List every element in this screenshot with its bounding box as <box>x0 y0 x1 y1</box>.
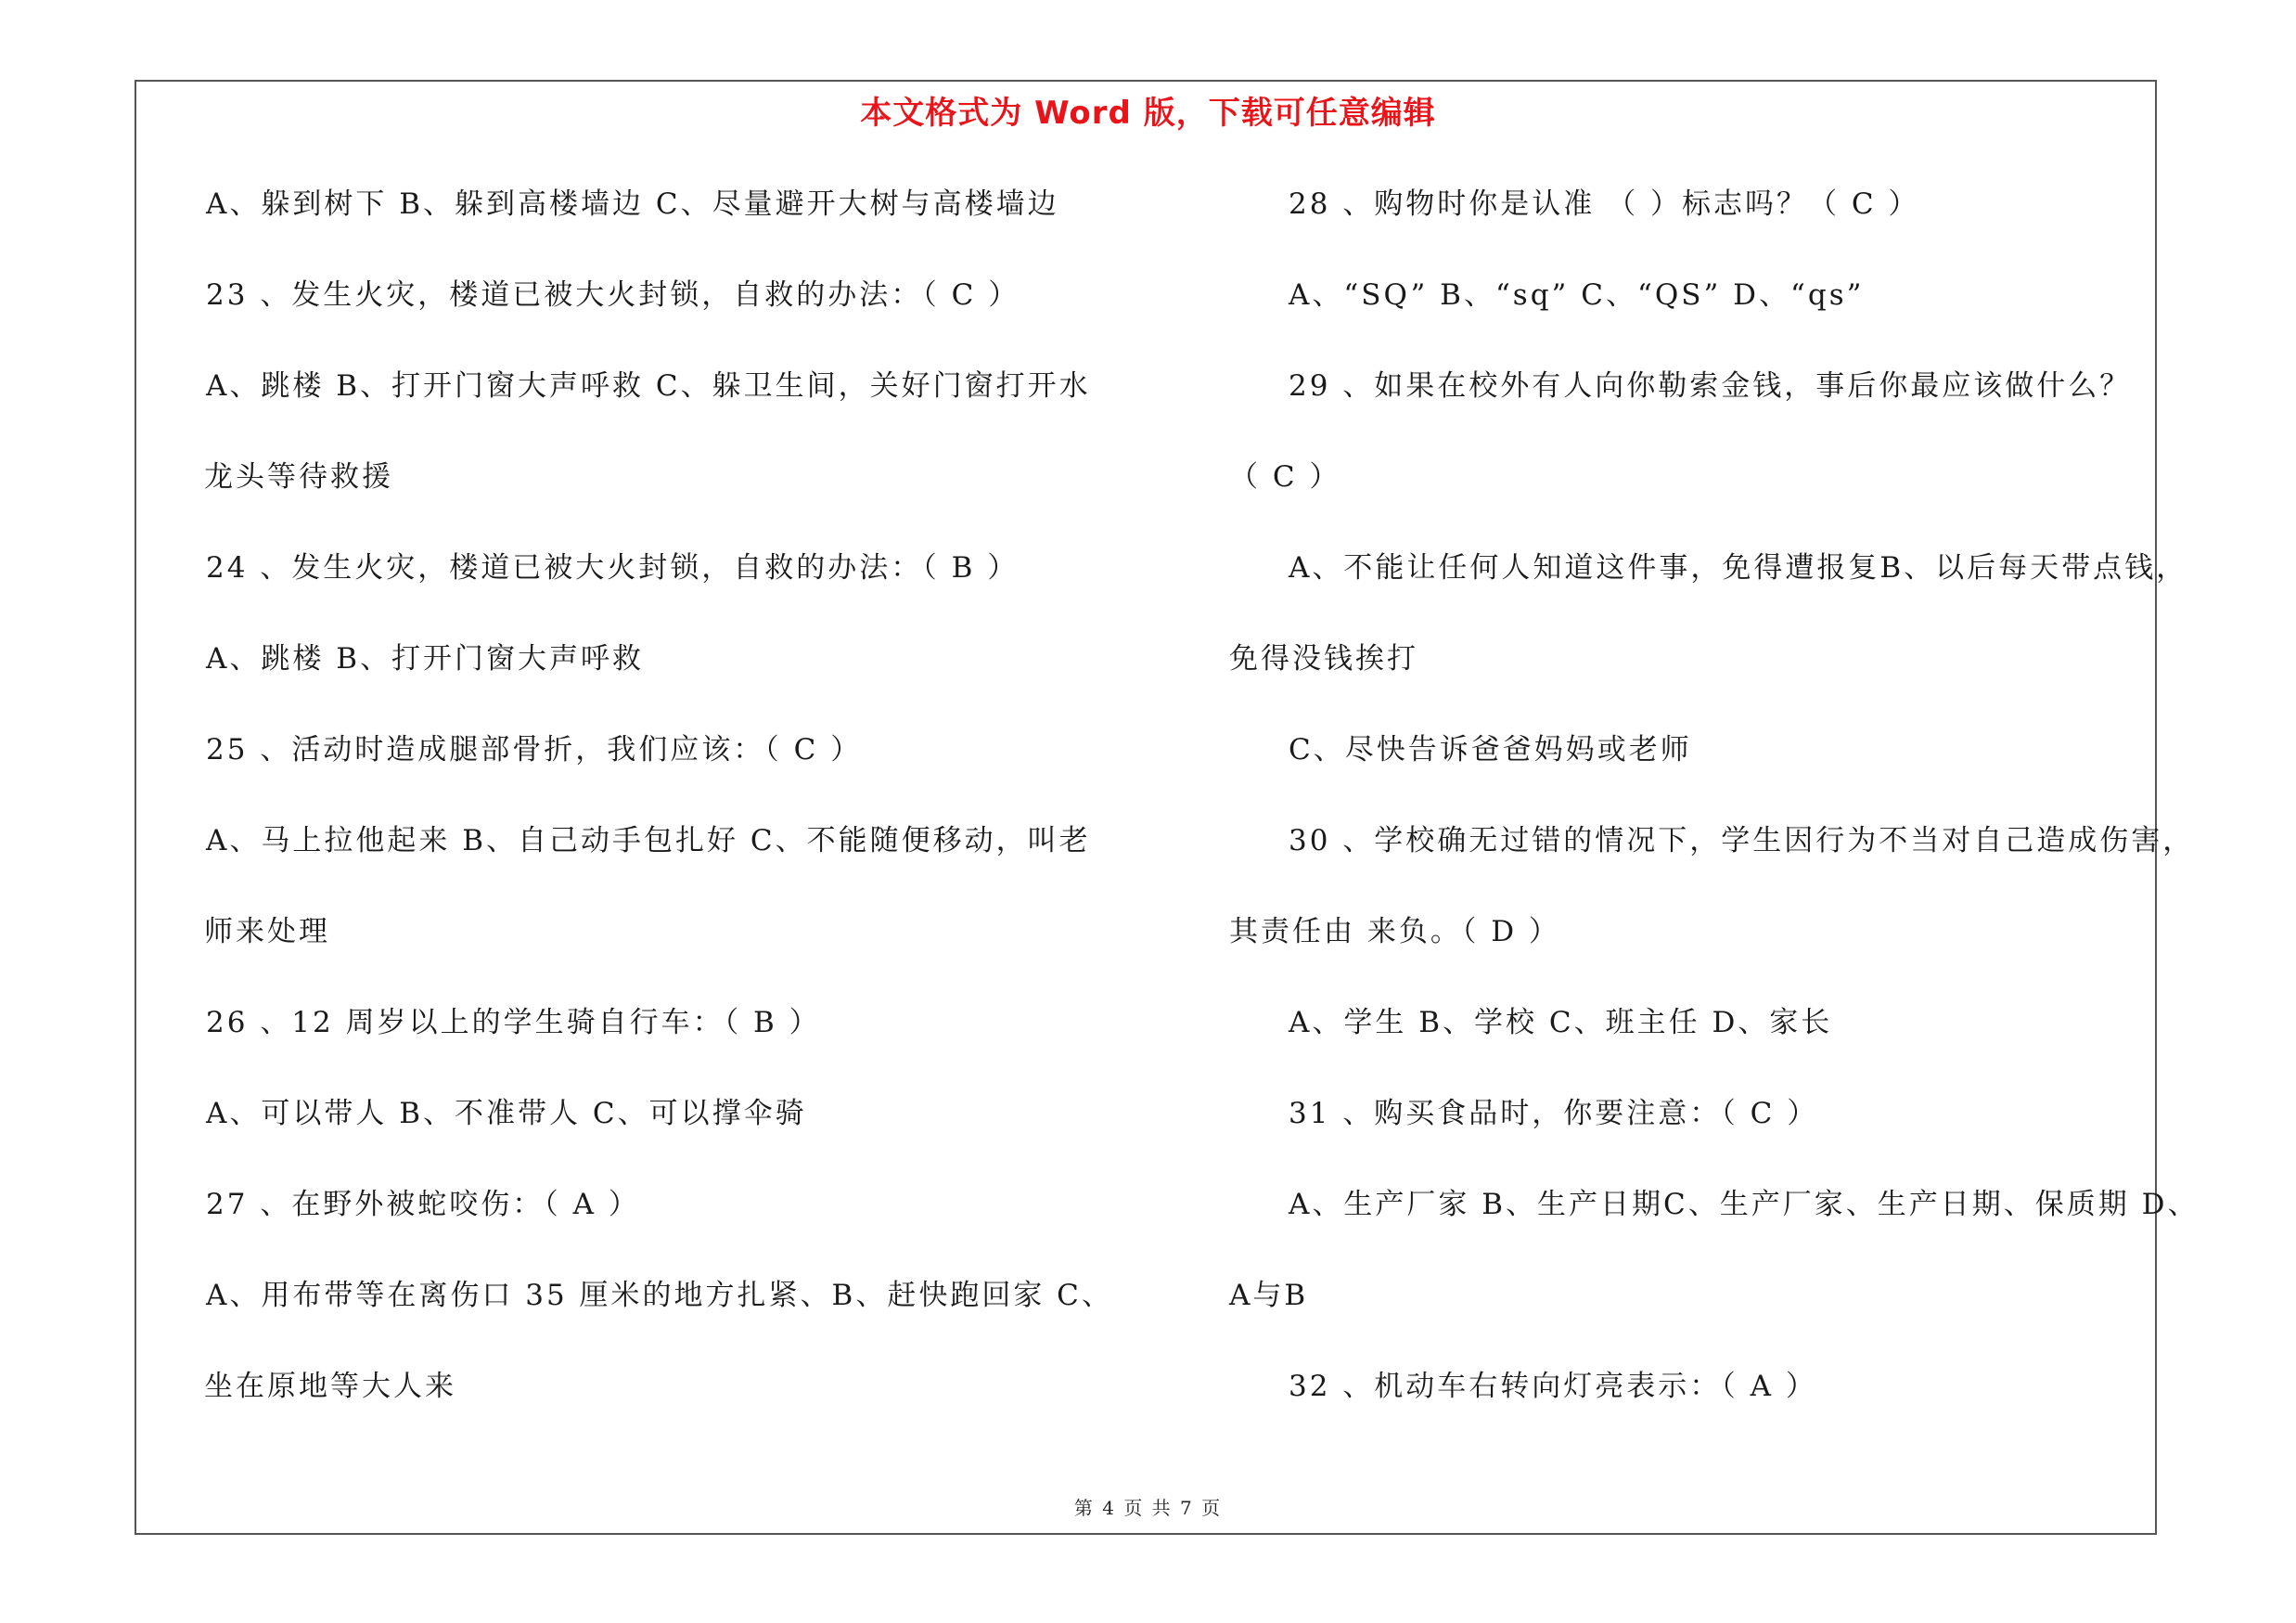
text-line: A、跳楼 B、打开门窗大声呼救 C、躲卫生间，关好门窗打开水 <box>206 369 1091 403</box>
text-line-continuation: 免得没钱挨打 <box>1229 642 1418 676</box>
text-line: A、学生 B、学校 C、班主任 D、家长 <box>1289 1006 1833 1039</box>
text-line: A、跳楼 B、打开门窗大声呼救 <box>206 642 645 676</box>
text-line: A、马上拉他起来 B、自己动手包扎好 C、不能随便移动，叫老 <box>206 824 1091 857</box>
question-line: 25 、活动时造成腿部骨折，我们应该：（ C ） <box>206 733 863 766</box>
text-line: A、用布带等在离伤口 35 厘米的地方扎紧、B、赶快跑回家 C、 <box>206 1279 1113 1312</box>
text-line: A、“SQ” B、“sq” C、“QS” D、“qs” <box>1289 278 1865 312</box>
question-line: 23 、发生火灾，楼道已被大火封锁，自救的办法：（ C ） <box>206 278 1020 312</box>
question-line: 32 、机动车右转向灯亮表示：（ A ） <box>1289 1370 1817 1403</box>
text-line: C、尽快告诉爸爸妈妈或老师 <box>1289 733 1692 766</box>
text-line-continuation: （ C ） <box>1229 460 1341 494</box>
text-line-continuation: 坐在原地等大人来 <box>204 1370 456 1403</box>
question-line: 27 、在野外被蛇咬伤：（ A ） <box>206 1188 640 1221</box>
question-line: 26 、12 周岁以上的学生骑自行车：（ B ） <box>206 1006 821 1039</box>
text-line: A、躲到树下 B、躲到高楼墙边 C、尽量避开大树与高楼墙边 <box>206 187 1059 221</box>
page-number-footer: 第 4 页 共 7 页 <box>1073 1497 1223 1519</box>
text-line-continuation: 其责任由 来负。（ D ） <box>1229 915 1560 948</box>
text-line: A、生产厂家 B、生产日期C、生产厂家、生产日期、保质期 D、 <box>1289 1188 2200 1221</box>
text-line: A、可以带人 B、不准带人 C、可以撑伞骑 <box>206 1097 807 1130</box>
question-line: 28 、购物时你是认准 （ ）标志吗？（ C ） <box>1289 187 1920 221</box>
question-line: 31 、购买食品时，你要注意：（ C ） <box>1289 1097 1819 1130</box>
text-line: A、不能让任何人知道这件事，免得遭报复B、以后每天带点钱， <box>1289 551 2188 585</box>
text-line-continuation: 龙头等待救援 <box>204 460 393 494</box>
question-line: 30 、学校确无过错的情况下，学生因行为不当对自己造成伤害， <box>1289 824 2195 857</box>
question-line: 24 、发生火灾，楼道已被大火封锁，自救的办法：（ B ） <box>206 551 1020 585</box>
text-line-continuation: A与B <box>1229 1279 1309 1312</box>
question-line: 29 、如果在校外有人向你勒索金钱，事后你最应该做什么？ <box>1289 369 2132 403</box>
text-line-continuation: 师来处理 <box>204 915 330 948</box>
format-notice-banner: 本文格式为 Word 版，下载可任意编辑 <box>860 95 1436 132</box>
